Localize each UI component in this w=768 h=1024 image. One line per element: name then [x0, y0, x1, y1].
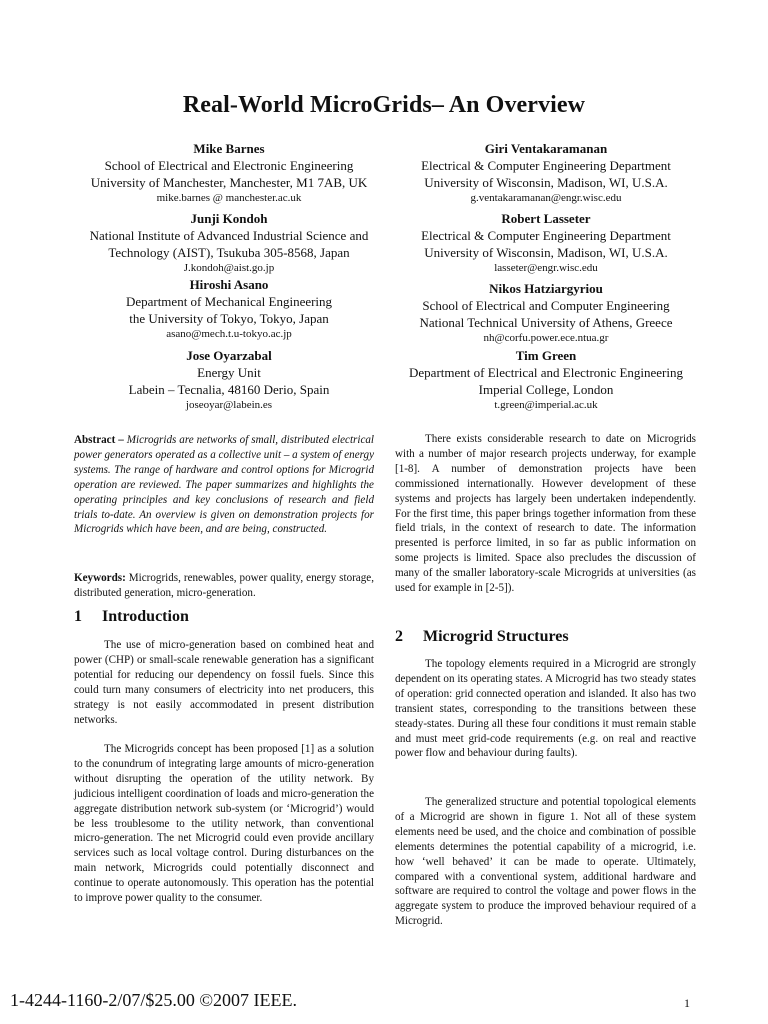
- author-email: mike.barnes @ manchester.ac.uk: [156, 192, 302, 204]
- author-email: joseoyar@labein.es: [185, 399, 273, 411]
- author-block: [386, 210, 706, 276]
- abstract-text: Microgrids are networks of small, distributed electrical power generators operated as a collective unit – a system of energy systems. The range of hardware and control options for Microgrid operation are reviewed. The paper summarizes and highlights the operating principles and key conclusions of research and field trials to-date. An overview is given on demonstration projects for Microgrids which have been, and are being, constructed.: [74, 434, 374, 536]
- author-block: [74, 347, 384, 413]
- author-name: Giri Ventakaramanan: [484, 141, 608, 156]
- author-affiliation: University of Manchester, Manchester, M1 7AB, UK: [90, 175, 368, 190]
- author-affiliation: Technology (AIST), Tsukuba 305-8568, Japan: [108, 245, 350, 260]
- section-title: Introduction: [102, 608, 189, 625]
- author-affiliation: School of Electrical and Electronic Engineering: [104, 158, 354, 173]
- keywords: [74, 571, 374, 601]
- author-affiliation: University of Wisconsin, Madison, WI, U.S.A.: [424, 175, 668, 190]
- author-affiliation: the University of Tokyo, Tokyo, Japan: [129, 311, 329, 326]
- author-affiliation: Imperial College, London: [478, 382, 614, 397]
- author-name: Mike Barnes: [193, 141, 265, 156]
- author-name: Robert Lasseter: [501, 211, 591, 226]
- author-name: Nikos Hatziargyriou: [489, 281, 603, 296]
- author-name: Hiroshi Asano: [189, 277, 269, 292]
- section-title: Microgrid Structures: [423, 628, 569, 645]
- author-affiliation: Energy Unit: [197, 365, 261, 380]
- author-block: [74, 276, 384, 342]
- author-name: Junji Kondoh: [190, 211, 268, 226]
- author-affiliation: National Technical University of Athens, Greece: [419, 315, 673, 330]
- author-email: nh@corfu.power.ece.ntua.gr: [483, 332, 609, 344]
- author-affiliation: Labein – Tecnalia, 48160 Derio, Spain: [128, 382, 330, 397]
- copyright-footer: 1-4244-1160-2/07/$25.00 ©2007 IEEE.: [10, 990, 297, 1010]
- page-number: 1: [684, 996, 690, 1010]
- author-email: g.ventakaramanan@engr.wisc.edu: [470, 192, 622, 204]
- section-number: 2: [395, 628, 403, 645]
- section-number: 1: [74, 608, 82, 625]
- author-name: Tim Green: [515, 348, 577, 363]
- author-affiliation: Electrical & Computer Engineering Department: [421, 158, 671, 173]
- paragraph: The generalized structure and potential topological elements of a Microgrid are shown in figure 1. Not all of these system elements need be used, and the choice and combination of possible elements determines the potential capability of a microgrid, i.e. how ‘well behaved’ it can be made to operate. Ultimately, compared with a conventional system, additional hardware and software are required to control the voltage and power flows in the aggregate system to produce the improved behaviour required of a Microgrid.: [395, 796, 696, 928]
- author-affiliation: Electrical & Computer Engineering Department: [421, 228, 671, 243]
- author-block: [386, 347, 706, 413]
- author-email: asano@mech.t.u-tokyo.ac.jp: [166, 328, 292, 340]
- section-heading: [74, 608, 189, 626]
- author-affiliation: Department of Electrical and Electronic Engineering: [409, 365, 683, 380]
- keywords-text: Microgrids, renewables, power quality, energy storage, distributed generation, micro-generation.: [74, 572, 374, 599]
- author-block: [386, 280, 706, 346]
- author-block: [74, 140, 384, 206]
- paragraph: There exists considerable research to date on Microgrids with a number of major research projects underway, for example [1-8]. A number of demonstration projects have been commissioned internationally. However development of these systems and projects has largely been undertaken independently. For the first time, this paper brings together information from these field trials, in the context of research to date. The information presented is perforce limited, in so far as public information on some projects is limited. Space also precludes the discussion of many of the smaller laboratory-scale Microgrids at universities (as used for example in [2-5]).: [395, 433, 696, 595]
- paragraph: The use of micro-generation based on combined heat and power (CHP) or small-scale renewable generation has a significant potential for reducing our dependency on fossil fuels. Since this could turn many consumers of electricity into net producers, this strategy is not easily accommodated in present distribution networks.: [74, 639, 374, 726]
- author-affiliation: Department of Mechanical Engineering: [125, 294, 333, 309]
- keywords-label: Keywords:: [74, 572, 126, 584]
- author-block: [74, 210, 384, 276]
- author-affiliation: University of Wisconsin, Madison, WI, U.S.A.: [424, 245, 668, 260]
- paragraph: The topology elements required in a Microgrid are strongly dependent on its operating states. A Microgrid has two steady states of operation: grid connected operation and islanded. It also has two transient states, corresponding to the transitions between these steady-states. During all these four conditions it must remain stable and must meet grid-code requirements (e.g. on real and reactive power flow and behaviour during faults).: [395, 658, 696, 760]
- author-block: [386, 140, 706, 206]
- abstract: [74, 433, 374, 537]
- author-email: J.kondoh@aist.go.jp: [183, 262, 275, 274]
- author-email: t.green@imperial.ac.uk: [494, 399, 598, 411]
- section-heading: [395, 628, 569, 646]
- author-email: lasseter@engr.wisc.edu: [494, 262, 598, 274]
- abstract-label: Abstract –: [74, 434, 124, 446]
- author-affiliation: National Institute of Advanced Industrial Science and: [89, 228, 369, 243]
- author-name: Jose Oyarzabal: [186, 348, 272, 363]
- paper-title: Real-World MicroGrids– An Overview: [182, 92, 586, 118]
- paragraph: The Microgrids concept has been proposed [1] as a solution to the conundrum of integrating large amounts of micro-generation without disrupting the operation of the utility network. By judicious intelligent coordination of loads and micro-generation the aggregate distribution network sub-system (or ‘Microgrid’) would be less troublesome to the utility network, than conventional micro-generation. The net Microgrid could even provide ancillary services such as local voltage control. During disturbances on the main network, Microgrids could potentially disconnect and continue to operate autonomously. This operation has the potential to improve power quality to the consumer.: [74, 743, 374, 905]
- author-affiliation: School of Electrical and Computer Engineering: [422, 298, 670, 313]
